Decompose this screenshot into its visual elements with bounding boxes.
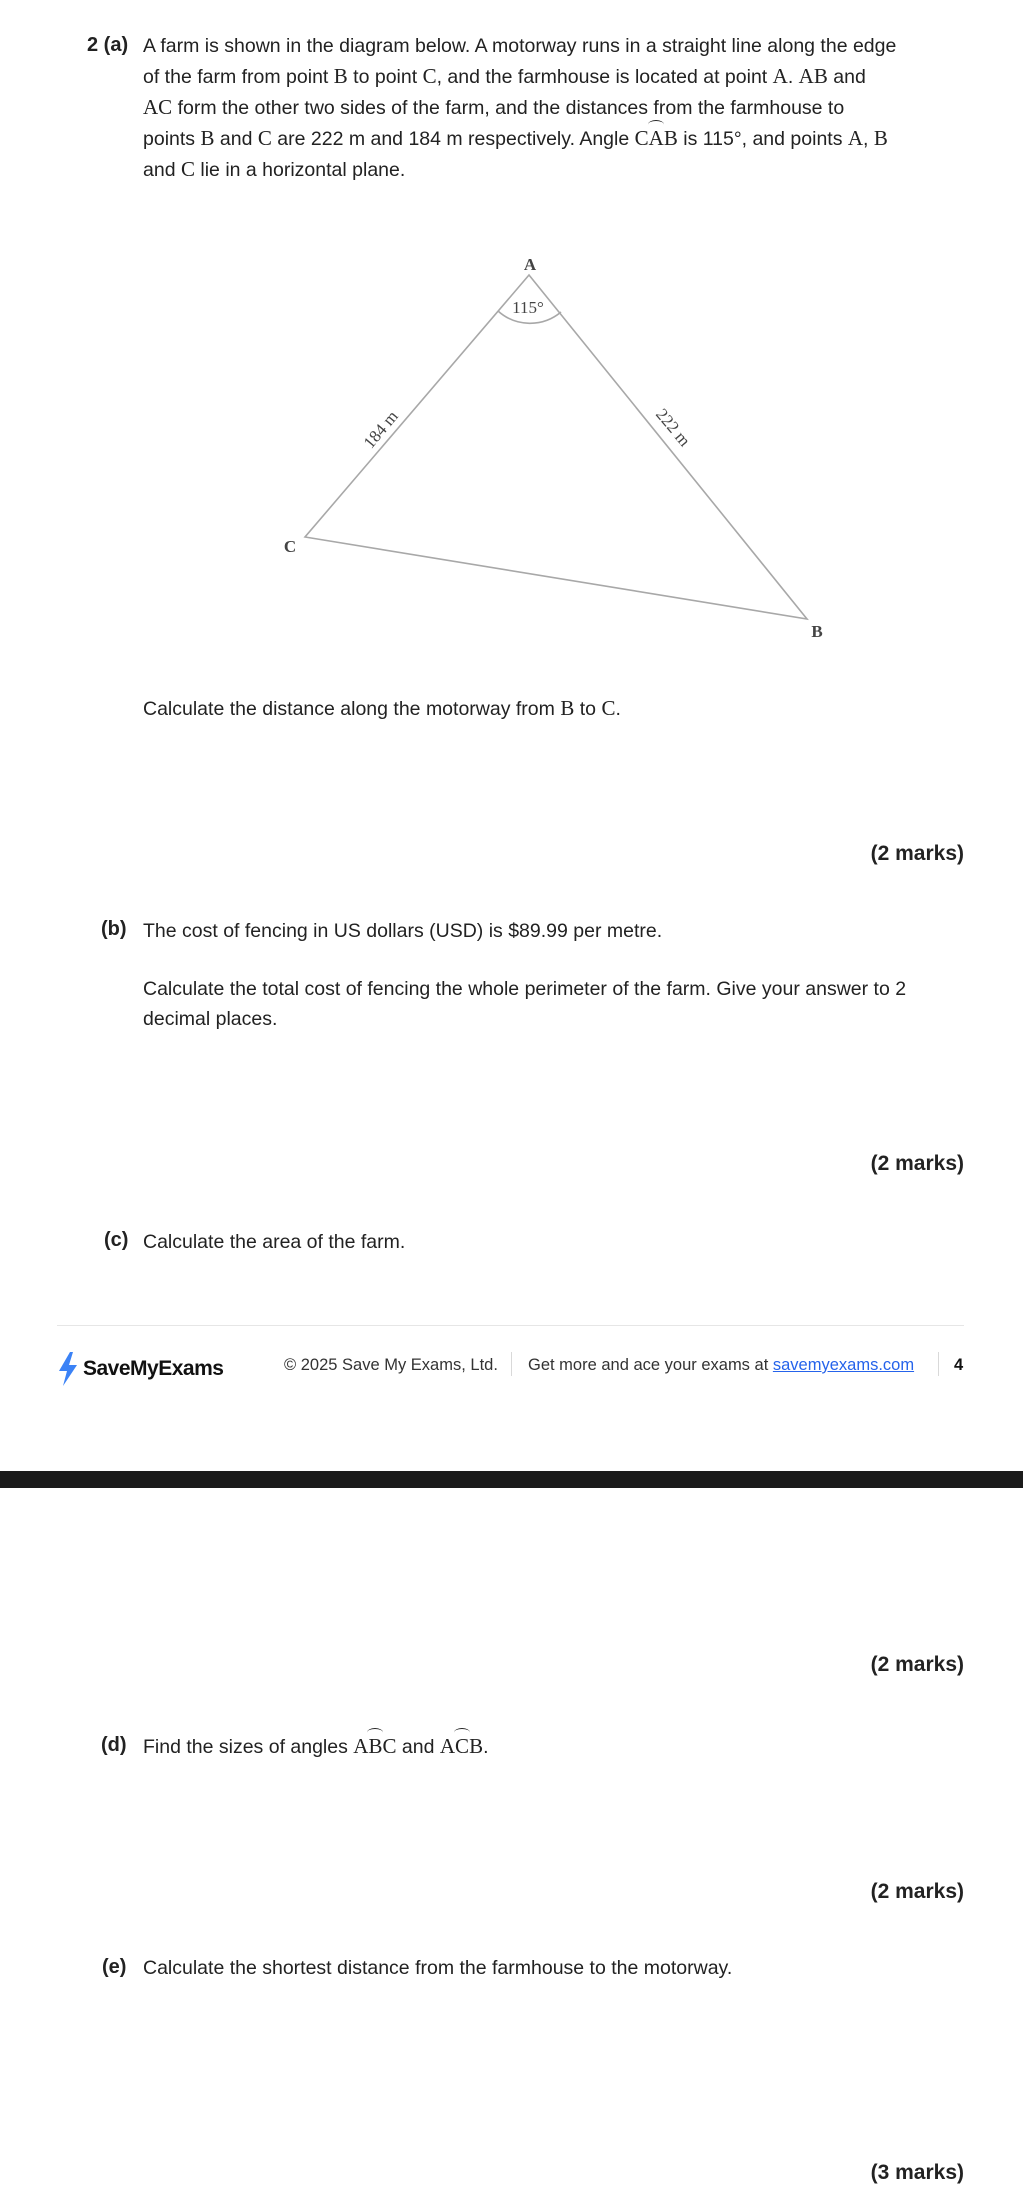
part-a-prompt: Calculate the distance along the motorway from B to C.: [143, 696, 621, 720]
part-c-text: Calculate the area of the farm.: [143, 1231, 406, 1253]
vertex-label-b: B: [811, 622, 823, 641]
intro-line-3: AC form the other two sides of the farm, and the distances from the farmhouse to: [143, 95, 845, 119]
lightning-bolt-icon: [57, 1352, 79, 1386]
part-e-label: (e): [102, 1956, 127, 1978]
part-e-text: Calculate the shortest distance from the farmhouse to the motorway.: [143, 1957, 733, 1979]
triangle-shape: [305, 275, 807, 619]
side-label-ab: 222 m: [652, 404, 695, 451]
part-b-question: [143, 974, 973, 1034]
part-b-line1: The cost of fencing in US dollars (USD) is $89.99 per metre.: [143, 920, 663, 942]
part-b-marks: (2 marks): [870, 1152, 964, 1175]
intro-line-1: A farm is shown in the diagram below. A motorway runs in a straight line along the edge: [143, 35, 897, 57]
footer-separator: [511, 1352, 512, 1376]
brand-name: SaveMyExams: [83, 1357, 224, 1380]
footer-cta: Get more and ace your exams at savemyexams.com: [528, 1356, 915, 1374]
footer-copyright: © 2025 Save My Exams, Ltd.: [284, 1356, 498, 1374]
page-number: 4: [954, 1356, 964, 1374]
part-c-marks: (2 marks): [870, 1653, 964, 1676]
page-break: [0, 1471, 1023, 1488]
part-a-marks: (2 marks): [870, 842, 964, 865]
part-d-text: Find the sizes of angles ABC and ACB.: [143, 1731, 489, 1762]
footer-link[interactable]: savemyexams.com: [772, 1356, 915, 1374]
question-number: 2 (a): [87, 34, 129, 56]
part-b-line3: decimal places.: [143, 1008, 278, 1030]
footer-divider: [57, 1325, 964, 1326]
footer-separator: [938, 1352, 939, 1376]
vertex-label-c: C: [283, 537, 297, 556]
triangle-diagram: [0, 0, 1023, 700]
side-label-ac: 184 m: [359, 406, 402, 453]
part-b-line2: Calculate the total cost of fencing the whole perimeter of the farm. Give your answer to 2: [143, 978, 907, 1000]
intro-line-4: points B and C are 222 m and 184 m respectively. Angle CAB is 115°, and points A, B: [143, 123, 973, 154]
part-e-marks: (3 marks): [870, 2161, 964, 2184]
vertex-label-a: A: [523, 255, 537, 274]
part-d-marks: (2 marks): [870, 1880, 964, 1903]
part-b-label: (b): [101, 918, 127, 940]
part-c-label: (c): [104, 1229, 129, 1251]
intro-line-2: of the farm from point B to point C, and the farmhouse is located at point A. AB and: [143, 64, 866, 88]
intro-line-5: and C lie in a horizontal plane.: [143, 157, 406, 181]
brand-logo[interactable]: [57, 1352, 223, 1386]
angle-label: 115°: [512, 298, 544, 317]
part-d-label: (d): [101, 1734, 127, 1756]
